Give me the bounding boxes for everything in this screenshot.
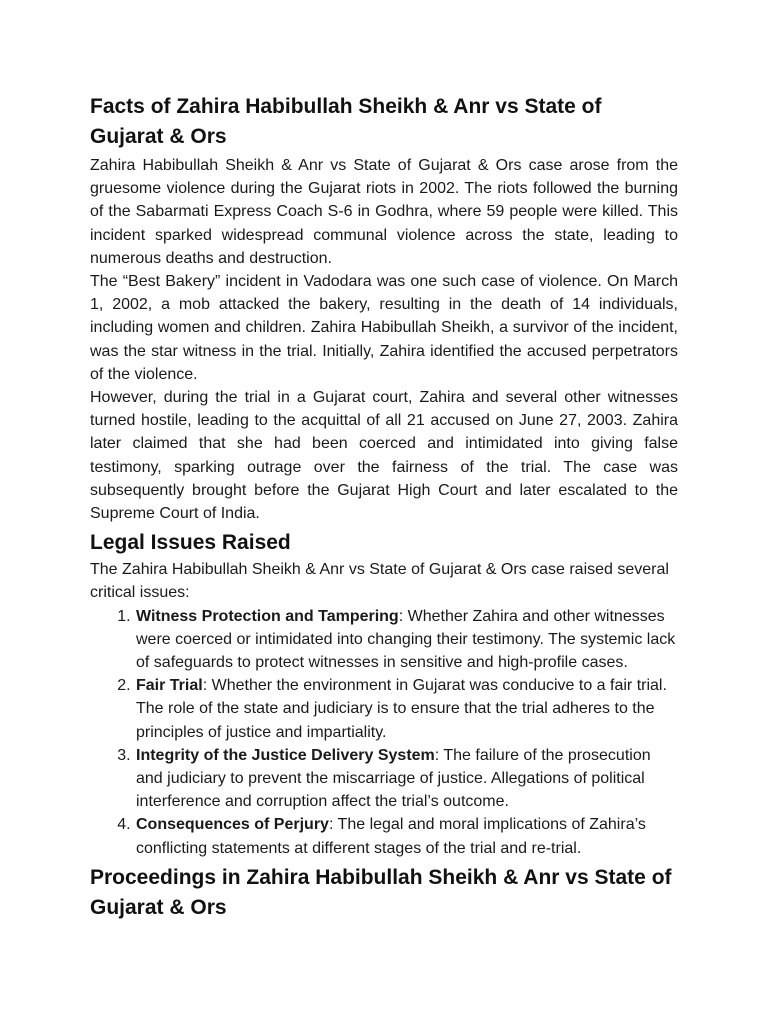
document-page [90, 92, 678, 923]
list-item-term: Fair Trial [136, 677, 203, 695]
list-item-term: Integrity of the Justice Delivery System [136, 746, 435, 764]
legal-issues-list [90, 605, 678, 860]
list-item-text: : Whether Zahira and other witnesses were coerced or intimidated into changing their testimony. The systemic lack of safeguards to protect witnesses in sensitive and high-profile cases. [136, 607, 676, 672]
list-item-term: Consequences of Perjury [136, 816, 329, 834]
list-item [135, 813, 678, 859]
list-item-text: : The failure of the prosecution and judiciary to prevent the miscarriage of justice. Allegations of political interference and corruption affect the trial’s outcome. [136, 746, 651, 811]
facts-paragraph-2: The “Best Bakery” incident in Vadodara was one such case of violence. On March 1, 2002, a mob attacked the bakery, resulting in the death of 14 individuals, including women and children. Zahira Habibullah Sheikh, a survivor of the incident, was the star witness in the trial. Initially, Zahira identified the accused perpetrators of the violence. [90, 273, 678, 383]
list-item-text: : Whether the environment in Gujarat was conducive to a fair trial. The role of the state and judiciary is to ensure that the trial adheres to the principles of justice and impartiality. [136, 677, 667, 741]
list-item [135, 674, 678, 744]
facts-paragraph-1: Zahira Habibullah Sheikh & Anr vs State of Gujarat & Ors case arose from the gruesome violence during the Gujarat riots in 2002. The riots followed the burning of the Sabarmati Express Coach S-6 in Godhra, where 59 people were killed. This incident sparked widespread communal violence across the state, leading to numerous deaths and destruction. [90, 157, 678, 267]
legal-issues-heading: Legal Issues Raised [90, 531, 291, 555]
legal-issues-intro: The Zahira Habibullah Sheikh & Anr vs State of Gujarat & Ors case raised several critical issues: [90, 561, 669, 602]
list-item [135, 744, 678, 814]
facts-heading: Facts of Zahira Habibullah Sheikh & Anr vs State of Gujarat & Ors [90, 95, 602, 148]
list-item-text: : The legal and moral implications of Zahira’s conflicting statements at different stages of the trial and re-trial. [136, 816, 646, 857]
facts-paragraph-3: However, during the trial in a Gujarat court, Zahira and several other witnesses turned hostile, leading to the acquittal of all 21 accused on June 27, 2003. Zahira later claimed that she had been coerced and intimidated into giving false testimony, sparking outrage over the fairness of the trial. The case was subsequently brought before the Gujarat High Court and later escalated to the Supreme Court of India. [90, 389, 678, 523]
list-item-term: Witness Protection and Tampering [136, 607, 399, 625]
list-item [135, 605, 678, 675]
proceedings-heading: Proceedings in Zahira Habibullah Sheikh & Anr vs State of Gujarat & Ors [90, 865, 672, 919]
